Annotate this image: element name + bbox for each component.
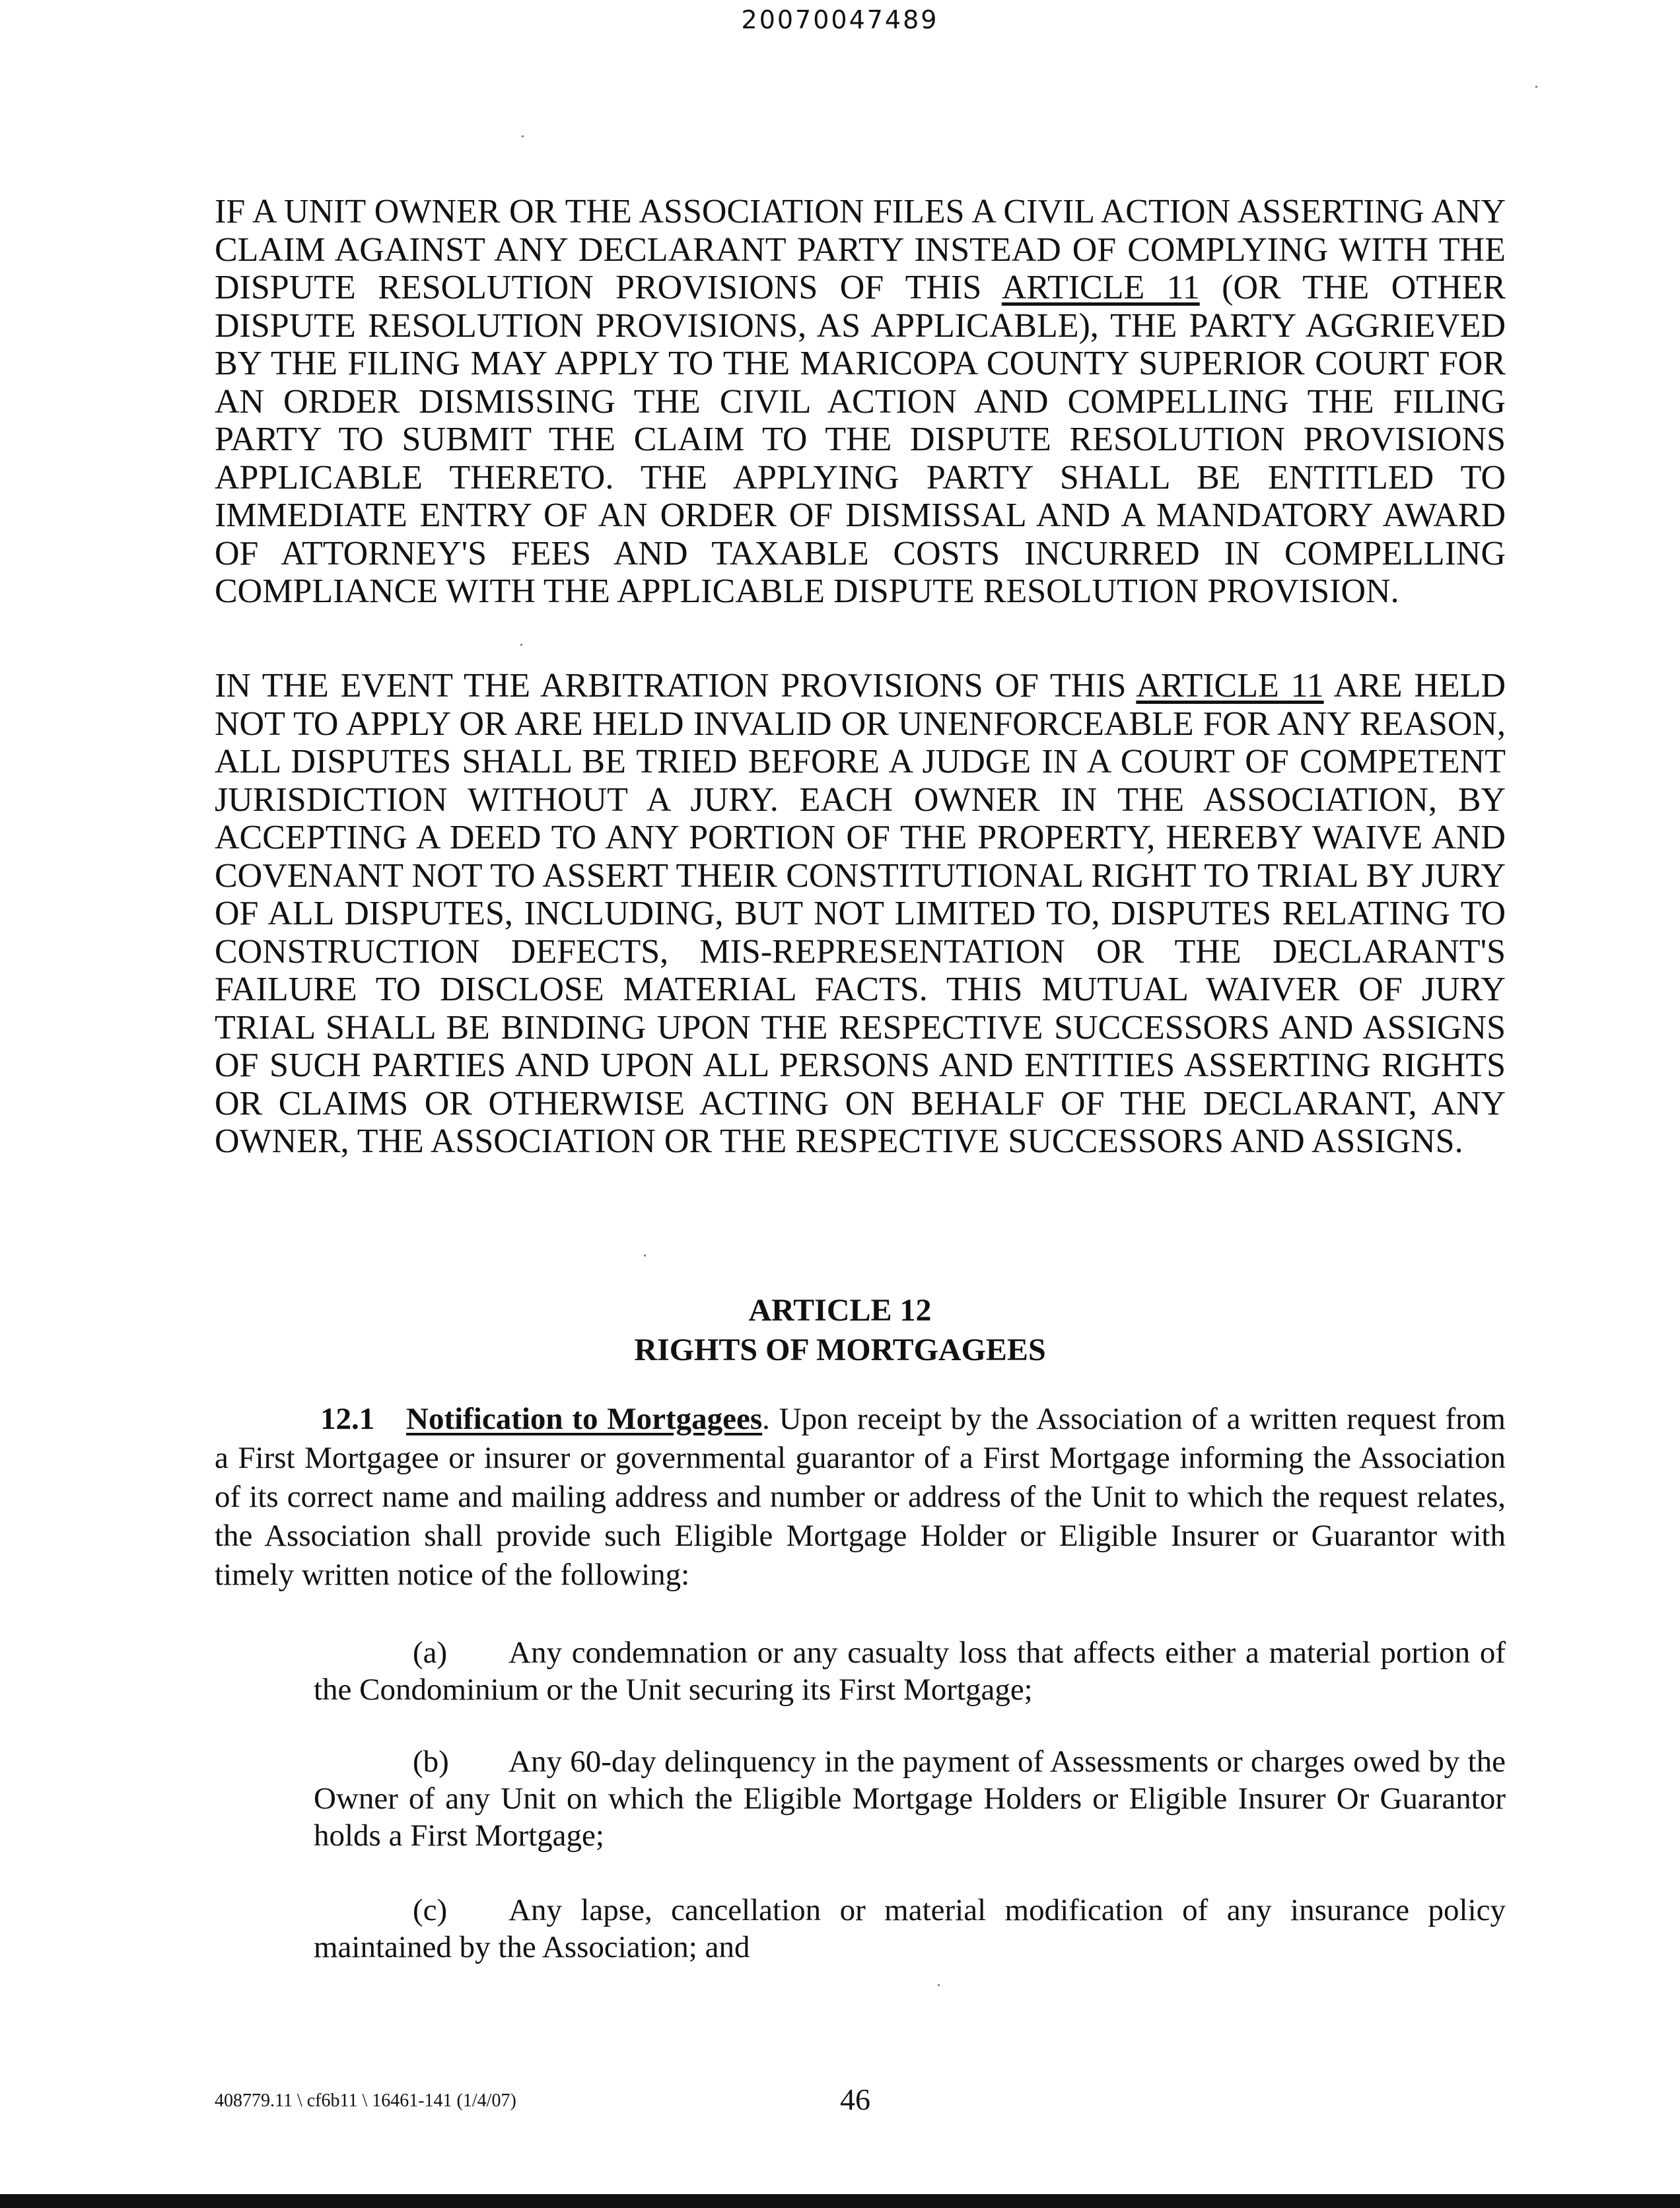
paragraph-civil-action [215, 193, 1506, 611]
scan-border [0, 2194, 1680, 2208]
section-title: Notification to Mortgagees [406, 1402, 763, 1436]
article-11-reference: ARTICLE 11 [1001, 269, 1200, 306]
scan-speck [1535, 86, 1537, 88]
document-number: 20070047489 [741, 5, 939, 34]
paragraph-text: IF A UNIT OWNER OR THE ASSOCIATION FILES A CIVIL ACTION ASSERTING ANY CLAIM AGAINST ANY DECLARANT PARTY INSTEAD OF COMPLYING WITH THE DISPUTE RESOLUTION PROVISIONS OF THIS [215, 193, 1506, 306]
list-item [314, 1892, 1506, 1966]
list-item-label: (b) [413, 1744, 449, 1779]
page-number: 46 [840, 2083, 870, 2116]
list-item [314, 1634, 1506, 1708]
list-item-label: (c) [413, 1893, 448, 1927]
paragraph-text: IN THE EVENT THE ARBITRATION PROVISIONS OF THIS [215, 667, 1137, 705]
section-12-1 [215, 1400, 1506, 1595]
list-item-text: Any condemnation or any casualty loss that affects either a material portion of the Condominium or the Unit securing its First Mortgage; [314, 1636, 1506, 1707]
article-title: RIGHTS OF MORTGAGEES [634, 1332, 1046, 1367]
section-title-punct: . [762, 1402, 770, 1436]
article-number: ARTICLE 12 [748, 1293, 932, 1328]
scan-speck [938, 1984, 940, 1986]
scan-speck [520, 644, 522, 646]
list-item [314, 1743, 1506, 1854]
paragraph-text: (OR THE OTHER DISPUTE RESOLUTION PROVISIONS, AS APPLICABLE), THE PARTY AGGRIEVED BY THE FILING MAY APPLY TO THE MARICOPA COUNTY SUPERIOR COURT FOR AN ORDER DISMISSING THE CIVIL ACTION AND COMPELLING THE FILING PARTY TO SUBMIT THE CLAIM TO THE DISPUTE RESOLUTION PROVISIONS APPLICABLE THERETO. THE APPLYING PARTY SHALL BE ENTITLED TO IMMEDIATE ENTRY OF AN ORDER OF DISMISSAL AND A MANDATORY AWARD OF ATTORNEY'S FEES AND TAXABLE COSTS INCURRED IN COMPELLING COMPLIANCE WITH THE APPLICABLE DISPUTE RESOLUTION PROVISION. [215, 269, 1506, 610]
paragraph-jury-waiver [215, 667, 1506, 1161]
list-item-text: Any 60-day delinquency in the payment of Assessments or charges owed by the Owner of any Unit on which the Eligible Mortgage Holders or Eligible Insurer Or Guarantor holds a First Mortgage; [314, 1744, 1506, 1853]
scan-speck [644, 1255, 646, 1257]
section-number: 12.1 [320, 1402, 375, 1436]
footer-document-code: 408779.11 \ cf6b11 \ 16461-141 (1/4/07) [215, 2090, 516, 2111]
list-item-label: (a) [413, 1636, 448, 1670]
article-heading [0, 1291, 1680, 1370]
list-item-text: Any lapse, cancellation or material modification of any insurance policy maintained by the Association; and [314, 1893, 1506, 1964]
section-body: Upon receipt by the Association of a written request from a First Mortgagee or insurer or governmental guarantor of a First Mortgage informing the Association of its correct name and mailing address and number or address of the Unit to which the request relates, the Association shall provide such Eligible Mortgage Holder or Eligible Insurer or Guarantor with timely written notice of the following: [215, 1402, 1506, 1592]
scan-speck [522, 135, 524, 137]
paragraph-text: ARE HELD NOT TO APPLY OR ARE HELD INVALID OR UNENFORCEABLE FOR ANY REASON, ALL DISPUTES SHALL BE TRIED BEFORE A JUDGE IN A COURT OF COMPETENT JURISDICTION WITHOUT A JURY. EACH OWNER IN THE ASSOCIATION, BY ACCEPTING A DEED TO ANY PORTION OF THE PROPERTY, HEREBY WAIVE AND COVENANT NOT TO ASSERT THEIR CONSTITUTIONAL RIGHT TO TRIAL BY JURY OF ALL DISPUTES, INCLUDING, BUT NOT LIMITED TO, DISPUTES RELATING TO CONSTRUCTION DEFECTS, MIS-REPRESENTATION OR THE DECLARANT'S FAILURE TO DISCLOSE MATERIAL FACTS. THIS MUTUAL WAIVER OF JURY TRIAL SHALL BE BINDING UPON THE RESPECTIVE SUCCESSORS AND ASSIGNS OF SUCH PARTIES AND UPON ALL PERSONS AND ENTITIES ASSERTING RIGHTS OR CLAIMS OR OTHERWISE ACTING ON BEHALF OF THE DECLARANT, ANY OWNER, THE ASSOCIATION OR THE RESPECTIVE SUCCESSORS AND ASSIGNS. [215, 667, 1506, 1160]
article-11-reference: ARTICLE 11 [1136, 667, 1324, 705]
